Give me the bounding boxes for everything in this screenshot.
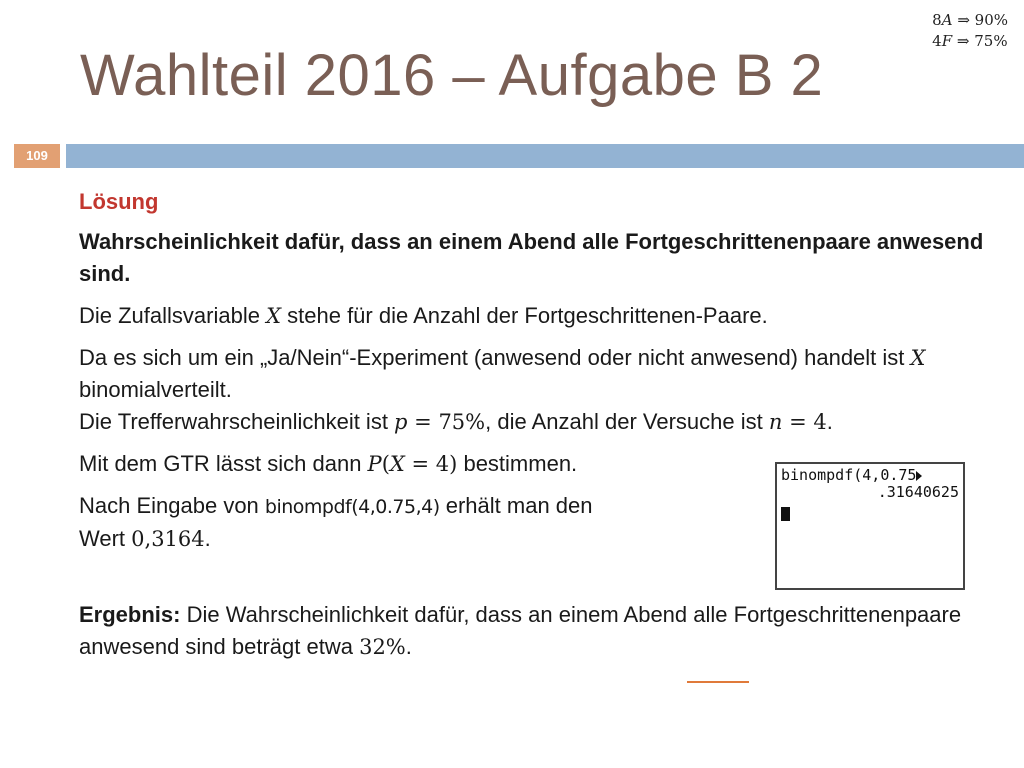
slide-number-badge: 109 [14, 144, 60, 168]
result-paragraph: Ergebnis: Die Wahrscheinlichkeit dafür, dass an einem Abend alle Fortgeschrittenenpaare anwesend sind beträgt etwa 32%. [79, 602, 962, 659]
corner-note [932, 10, 1008, 52]
gtr-command: binompdf(4,0.75,4) [264, 496, 440, 518]
calculator-screen [775, 462, 965, 590]
corner-note-line-2: 4F ⇒ 75% [932, 32, 1008, 50]
header-bar [66, 144, 1024, 168]
paragraph-input: Nach Eingabe von binompdf(4,0.75,4) erhält man den Wert 0,3164. [79, 493, 593, 551]
cursor-icon [781, 507, 790, 521]
corner-note-line-1: 8A ⇒ 90% [932, 11, 1008, 29]
arrow-right-icon [916, 471, 922, 481]
paragraph-binomial: Da es sich um ein „Ja/Nein“-Experiment (anwesend oder nicht anwesend) handelt ist X binomialverteilt. Die Trefferwahrscheinlichkeit ist p = 75%, die Anzahl der Versuche ist n = 4. [79, 345, 926, 434]
paragraph-random-variable: Die Zufallsvariable X stehe für die Anzahl der Fortgeschrittenen-Paare. [79, 303, 768, 328]
paragraph-gtr: Mit dem GTR lässt sich dann P(X = 4) bestimmen. [79, 451, 578, 476]
question-text: Wahrscheinlichkeit dafür, dass an einem Abend alle Fortgeschrittenenpaare anwesend sind. [79, 229, 984, 286]
solution-heading: Lösung [79, 189, 159, 214]
slide-title: Wahlteil 2016 – Aufgabe B 2 [80, 43, 824, 108]
result-underline [687, 681, 749, 683]
slide-content [79, 186, 999, 673]
result-value: 32% [359, 635, 406, 659]
calculator-input-line: binompdf(4,0.75 [781, 467, 959, 484]
calculator-result-line: .31640625 [877, 483, 959, 501]
result-label: Ergebnis: [79, 602, 181, 627]
